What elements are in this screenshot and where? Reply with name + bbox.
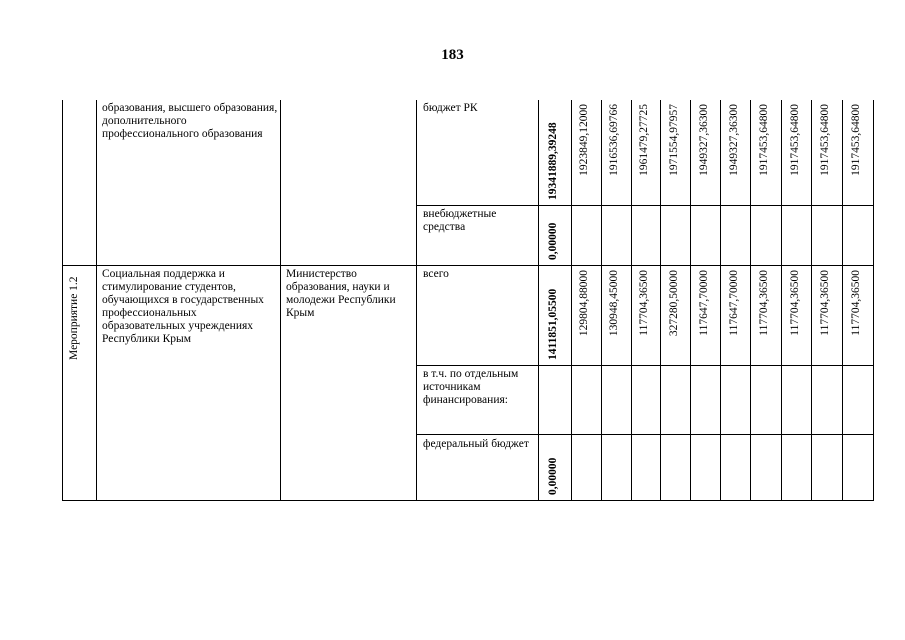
year-value: 1917453,64800	[850, 104, 862, 176]
year-value: 1971554,97957	[668, 104, 680, 176]
year-value: 117704,36500	[789, 270, 801, 336]
row-executor: Министерство образования, науки и молодежи Республики Крым	[286, 268, 396, 319]
year-value: 1949327,36300	[698, 104, 710, 176]
total-value: 0,00000	[547, 222, 559, 260]
source-label: бюджет РК	[423, 102, 478, 114]
year-value: 1917453,64800	[758, 104, 770, 176]
year-value: 1923849,12000	[578, 104, 590, 176]
total-value: 19341889,39248	[547, 122, 559, 200]
year-value: 117704,36500	[638, 270, 650, 336]
table-border	[280, 100, 281, 501]
total-value: 1411851,05500	[547, 288, 559, 360]
row-description: образования, высшего образования, дополнительного профессионального образования	[102, 102, 278, 140]
source-label: в т.ч. по отдельным источникам финансирования:	[423, 368, 519, 406]
year-value: 1917453,64800	[789, 104, 801, 176]
source-label: всего	[423, 268, 449, 280]
source-label: федеральный бюджет	[423, 438, 529, 450]
year-value: 1916536,69766	[608, 104, 620, 176]
year-value: 1949327,36300	[728, 104, 740, 176]
table-border	[62, 100, 63, 501]
year-value: 117647,70000	[698, 270, 710, 336]
table-border	[750, 100, 751, 501]
table-border	[571, 100, 572, 501]
year-value: 1917453,64800	[819, 104, 831, 176]
table-border	[416, 365, 874, 366]
year-value: 117647,70000	[728, 270, 740, 336]
year-value: 130948,45000	[608, 270, 620, 337]
table-border	[96, 100, 97, 501]
total-value: 0,00000	[547, 457, 559, 495]
year-value: 129804,88000	[578, 270, 590, 337]
table-border	[416, 205, 874, 206]
table-border	[538, 100, 539, 501]
year-value: 1961479,27725	[638, 104, 650, 176]
table-border	[811, 100, 812, 501]
table-border	[873, 100, 874, 501]
table-border	[660, 100, 661, 501]
event-label: Мероприятие 1.2	[68, 276, 80, 360]
year-value: 327280,50000	[668, 270, 680, 337]
table-border	[720, 100, 721, 501]
year-value: 117704,36500	[850, 270, 862, 336]
table-border	[416, 100, 417, 501]
year-value: 117704,36500	[819, 270, 831, 336]
source-label: внебюджетные средства	[423, 208, 497, 233]
table-border	[416, 434, 874, 435]
page-number: 183	[441, 47, 464, 63]
table-border	[601, 100, 602, 501]
table-border	[62, 265, 874, 266]
table-border	[842, 100, 843, 501]
year-value: 117704,36500	[758, 270, 770, 336]
table-border	[62, 500, 874, 501]
table-border	[690, 100, 691, 501]
table-border	[781, 100, 782, 501]
table-border	[631, 100, 632, 501]
row-description: Социальная поддержка и стимулирование студентов, обучающихся в государственных профессиональных образовательных учреждениях Республики Крым	[102, 268, 264, 345]
